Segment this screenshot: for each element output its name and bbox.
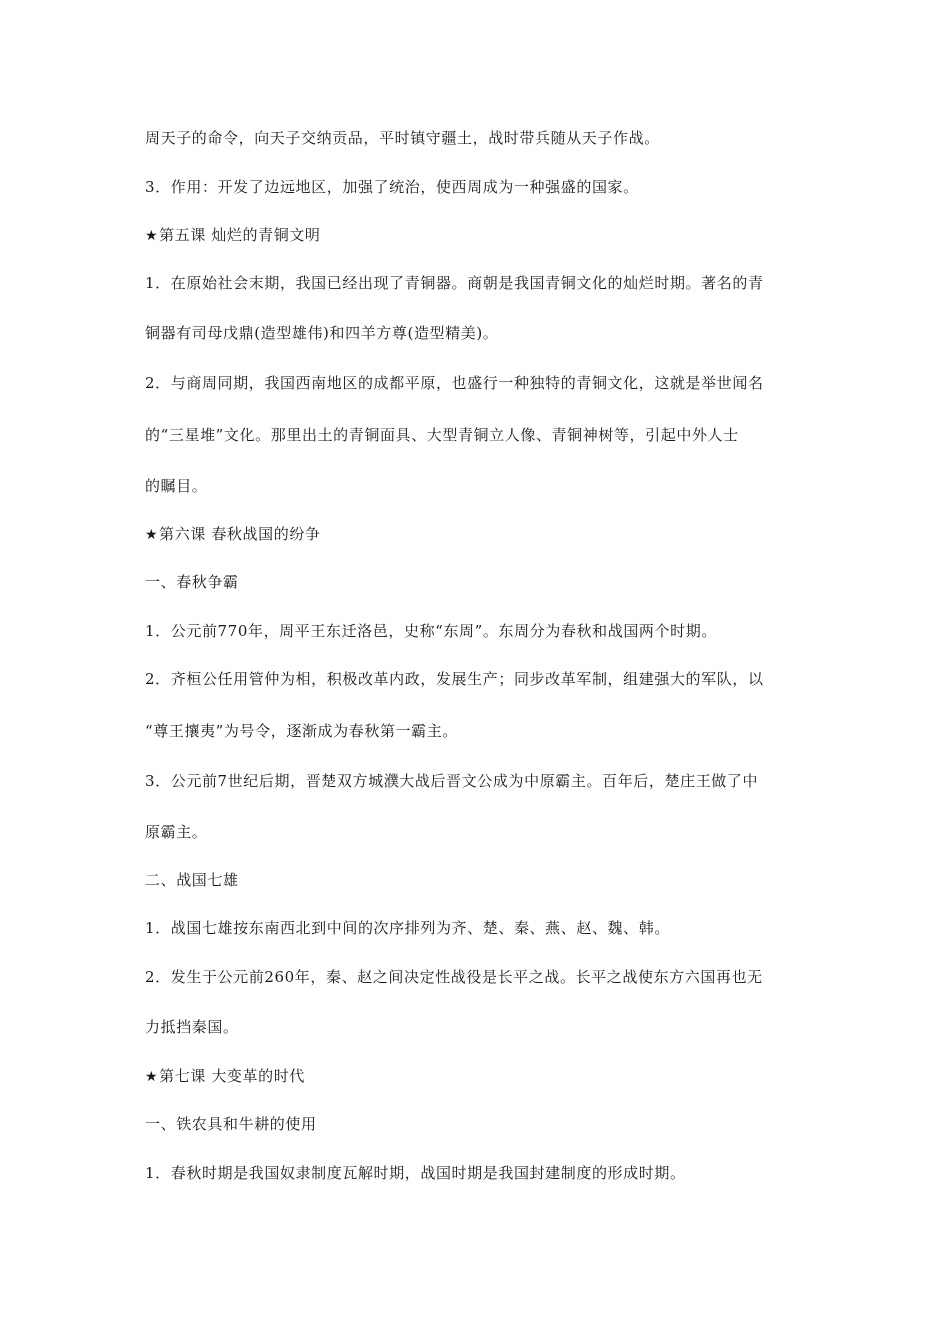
star-icon: ★ xyxy=(145,1069,159,1085)
paragraph-line: “尊王攘夷”为号令，逐渐成为春秋第一霸主。 xyxy=(145,722,458,740)
star-icon: ★ xyxy=(145,527,159,543)
paragraph-line: 3．公元前7世纪后期，晋楚双方城濮大战后晋文公成为中原霸主。百年后，楚庄王做了中 xyxy=(145,772,759,790)
paragraph-line: 3．作用：开发了边远地区，加强了统治，使西周成为一种强盛的国家。 xyxy=(145,178,639,196)
lesson-heading-7 xyxy=(145,1066,825,1087)
lesson-heading-6 xyxy=(145,524,825,545)
paragraph-line: 的“三星堆”文化。那里出土的青铜面具、大型青铜立人像、青铜神树等，引起中外人士 xyxy=(145,426,739,444)
paragraph-line: 1．在原始社会末期，我国已经出现了青铜器。商朝是我国青铜文化的灿烂时期。著名的青 xyxy=(145,274,764,292)
paragraph-line: 1．春秋时期是我国奴隶制度瓦解时期，战国时期是我国封建制度的形成时期。 xyxy=(145,1164,686,1182)
lesson-heading-label: 第五课 灿烂的青铜文明 xyxy=(159,226,321,244)
paragraph-line: 的瞩目。 xyxy=(145,477,208,495)
section-heading: 一、春秋争霸 xyxy=(145,573,239,591)
paragraph-line: 1．公元前770年，周平王东迁洛邑，史称“东周”。东周分为春秋和战国两个时期。 xyxy=(145,622,717,640)
paragraph-line: 周天子的命令，向天子交纳贡品，平时镇守疆土，战时带兵随从天子作战。 xyxy=(145,129,660,147)
paragraph-line: 2．与商周同期，我国西南地区的成都平原，也盛行一种独特的青铜文化，这就是举世闻名 xyxy=(145,374,764,392)
paragraph-line: 2．齐桓公任用管仲为相，积极改革内政，发展生产；同步改革军制，组建强大的军队，以 xyxy=(145,670,764,688)
lesson-heading-5 xyxy=(145,225,825,246)
lesson-heading-label: 第六课 春秋战国的纷争 xyxy=(159,525,321,543)
paragraph-line: 铜器有司母戊鼎(造型雄伟)和四羊方尊(造型精美)。 xyxy=(145,324,499,342)
paragraph-line: 2．发生于公元前260年，秦、赵之间决定性战役是长平之战。长平之战使东方六国再也无 xyxy=(145,968,763,986)
lesson-heading-label: 第七课 大变革的时代 xyxy=(159,1067,305,1085)
paragraph-line: 力抵挡秦国。 xyxy=(145,1018,239,1036)
star-icon: ★ xyxy=(145,228,159,244)
section-heading: 二、战国七雄 xyxy=(145,871,239,889)
paragraph-line: 1．战国七雄按东南西北到中间的次序排列为齐、楚、秦、燕、赵、魏、韩。 xyxy=(145,919,670,937)
paragraph-line: 原霸主。 xyxy=(145,823,208,841)
section-heading: 一、铁农具和牛耕的使用 xyxy=(145,1115,317,1133)
